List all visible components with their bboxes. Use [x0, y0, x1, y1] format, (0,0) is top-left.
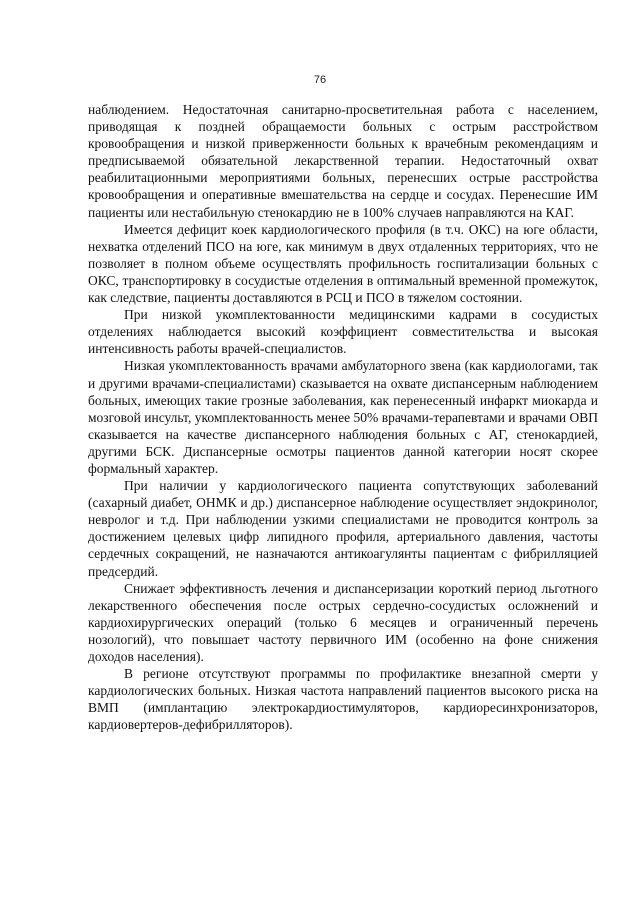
page-number: 76	[313, 74, 327, 86]
paragraph-drug-provision: Снижает эффективность лечения и диспансеризации короткий период льготного лекарственного обеспечения после острых сердечно-сосудистых осложнений и кардиохирургических операций (только 6 месяцев и ограниченный перечень нозологий), что повышает частоту первичного ИМ (особенно на фоне снижения доходов населения).	[88, 580, 598, 664]
document-body	[88, 101, 598, 733]
paragraph-comorbidities: При наличии у кардиологического пациента сопутствующих заболеваний (сахарный диабет, ОНМК и др.) диспансерное наблюдение осуществляет эндокринолог, невролог и т.д. При наблюдении узкими специалистами не проводится контроль за достижением целевых цифр липидного профиля, артериального давления, частоты сердечных сокращений, не назначаются антикоагулянты пациентам с фибрилляцией предсердий.	[88, 478, 598, 579]
paragraph-continuation: наблюдением. Недостаточная санитарно-просветительная работа с населением, приводящая к поздней обращаемости больных с острым расстройством кровообращения и низкой приверженности больных к врачебным рекомендациям и предписываемой обязательной лекарственной терапии. Недостаточный охват реабилитационными мероприятиями больных, перенесших острые расстройства кровообращения и оперативные вмешательства на сердце и сосудах. Перенесшие ИМ пациенты или нестабильную стенокардию не в 100% случаев направляются на КАГ.	[88, 102, 598, 220]
paragraph-staffing-vascular: При низкой укомплектованности медицинскими кадрами в сосудистых отделениях наблюдается высокий коэффициент совместительства и высокая интенсивность работы врачей-специалистов.	[88, 307, 598, 357]
paragraph-bed-shortage: Имеется дефицит коек кардиологического профиля (в т.ч. ОКС) на юге области, нехватка отделений ПСО на юге, как минимум в двух отдаленных территориях, что не позволяет в полном объеме осуществлять профильность госпитализации больных с ОКС, транспортировку в сосудистые отделения в оптимальный временной промежуток, как следствие, пациенты доставляются в РСЦ и ПСО в тяжелом состоянии.	[88, 221, 598, 306]
paragraph-outpatient-staffing: Низкая укомплектованность врачами амбулаторного звена (как кардиологами, так и другими врачами-специалистами) сказывается на охвате диспансерным наблюдением больных, имеющих такие грозные заболевания, как перенесенный инфаркт миокарда и мозговой инсульт, укомплектованность менее 50% врачами-терапевтами и врачами ОВП сказывается на качестве диспансерного наблюдения больных с АГ, стенокардией, другими БСК. Диспансерные осмотры пациентов данной категории носят скорее формальный характер.	[88, 358, 598, 476]
paragraph-sudden-death-prevention: В регионе отсутствуют программы по профилактике внезапной смерти у кардиологических больных. Низкая частота направлений пациентов высокого риска на ВМП (имплантацию электрокардиостимуляторов, кардиоресинхронизаторов, кардиовертеров-дефибрилляторов).	[88, 666, 598, 733]
